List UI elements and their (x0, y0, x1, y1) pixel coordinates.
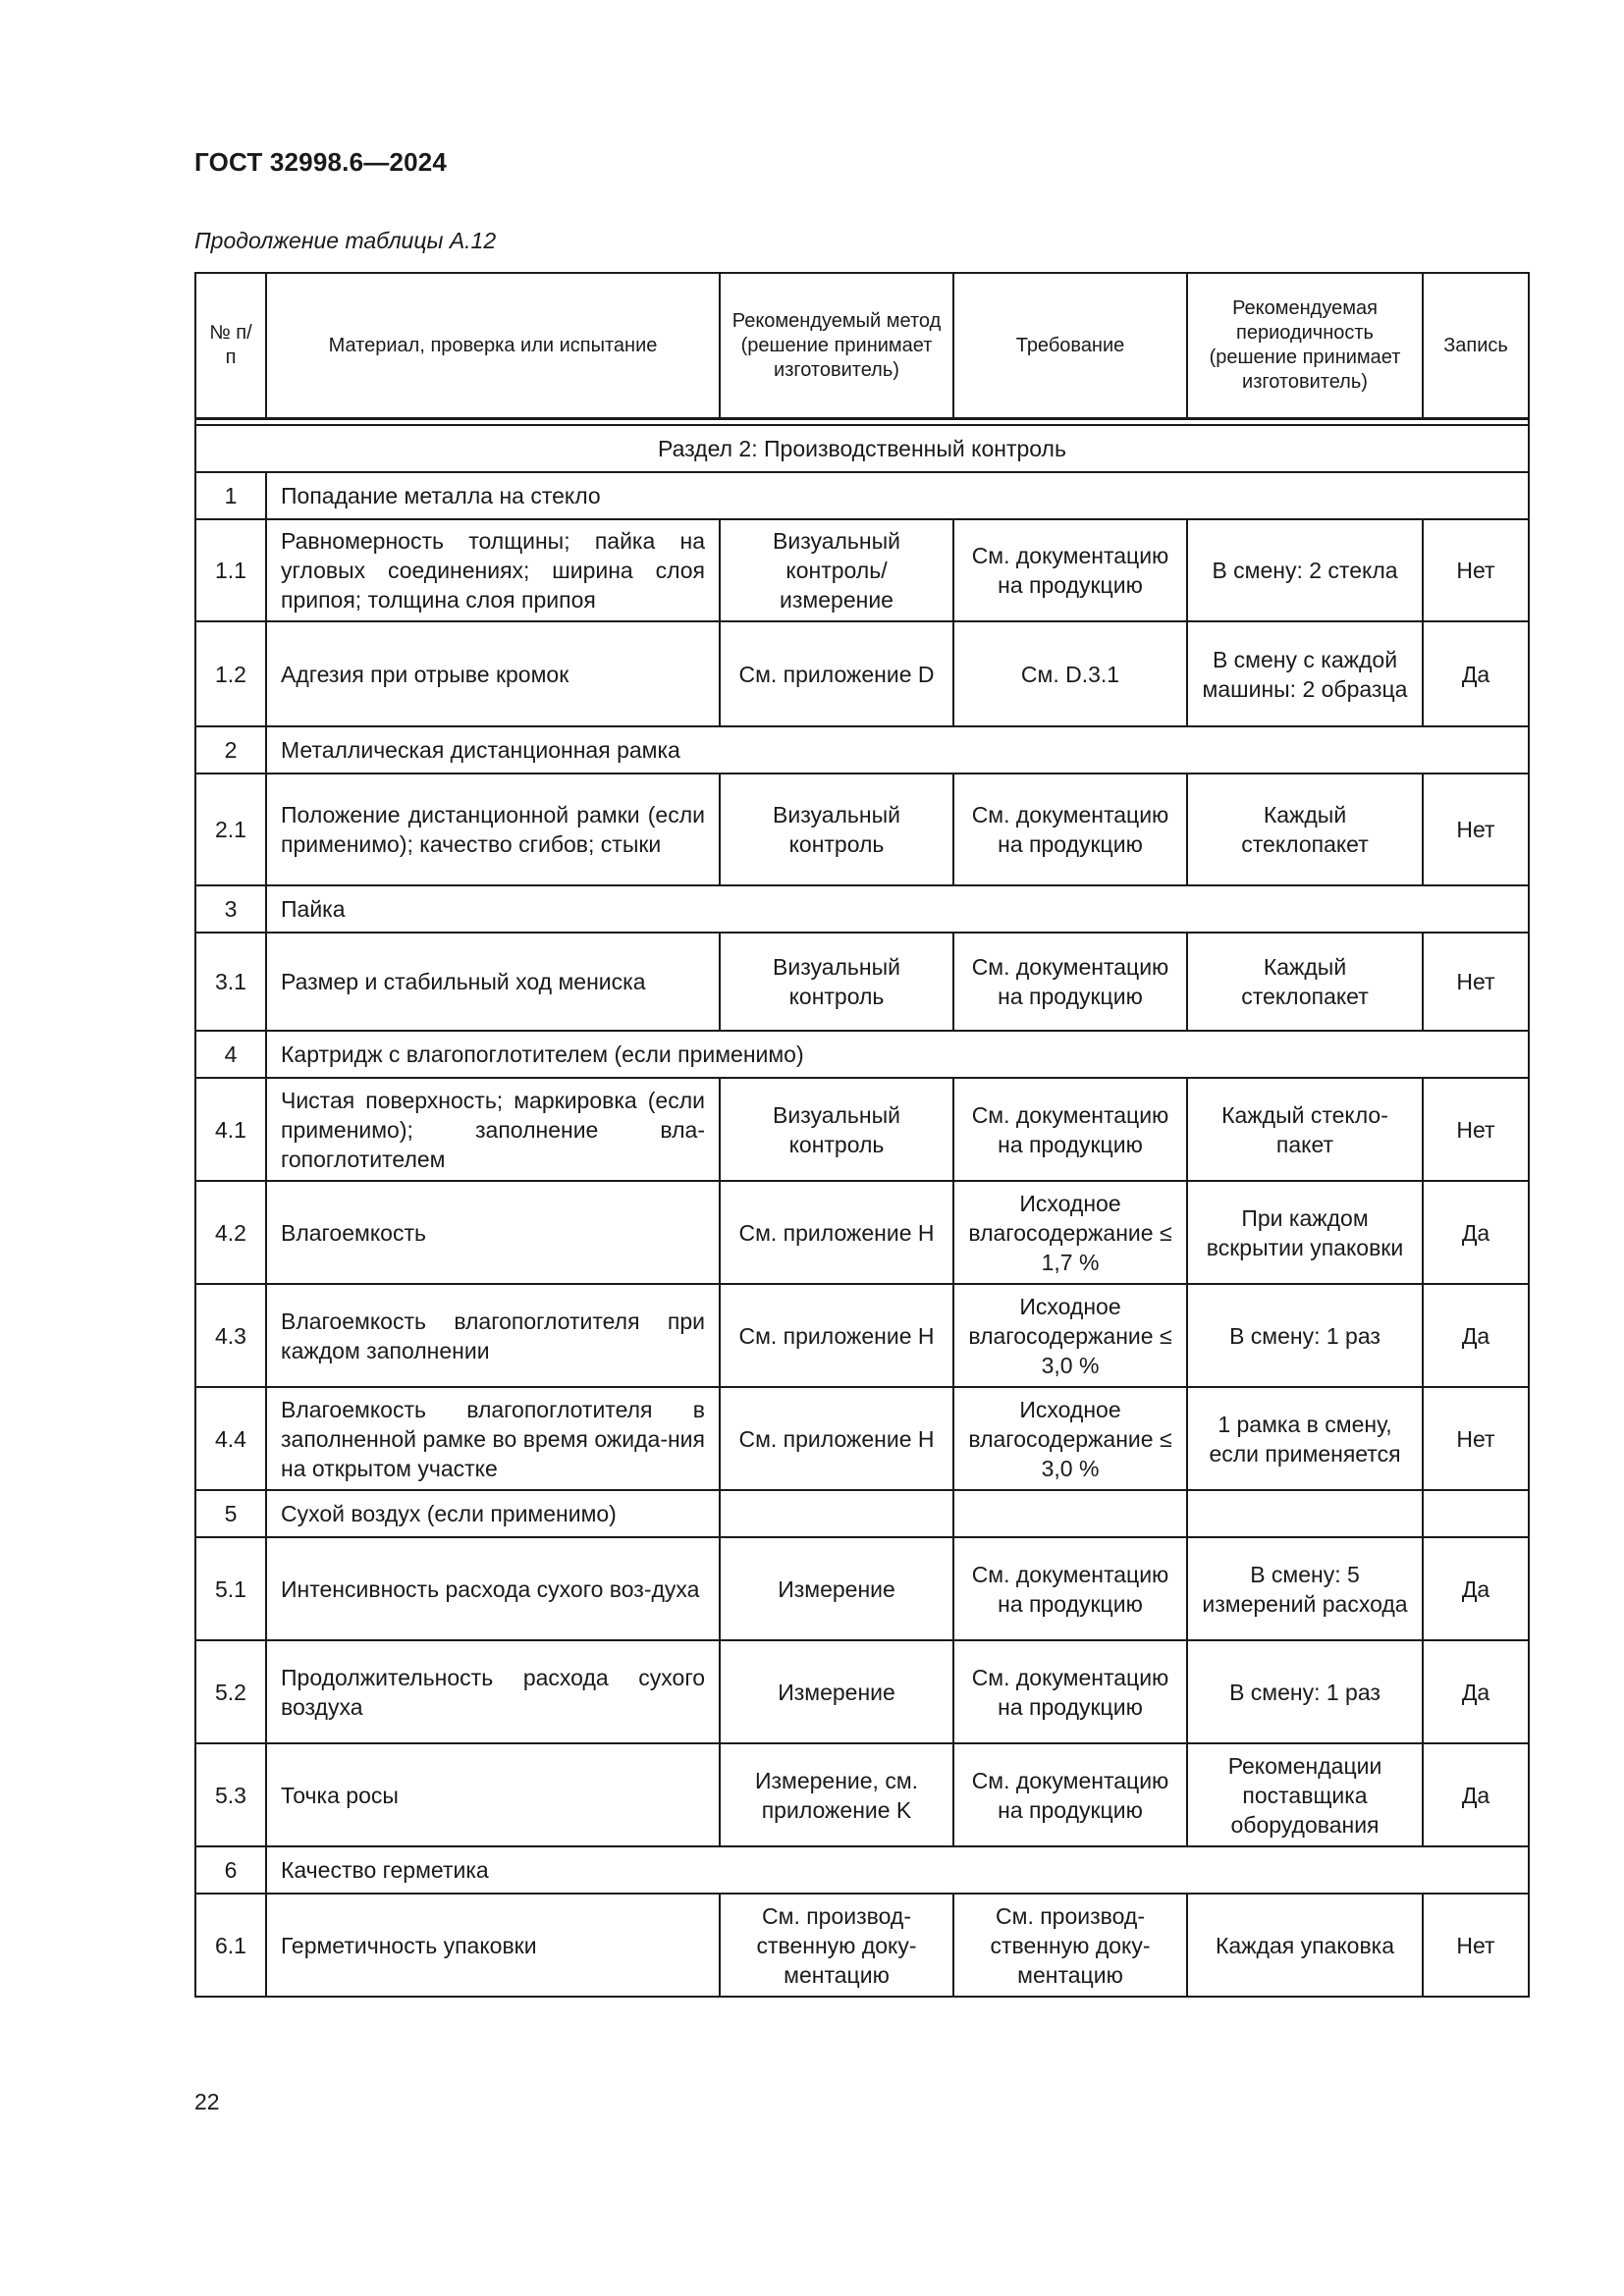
table-header-row (195, 273, 1529, 419)
cell-name: Металлическая дистанционная рамка (266, 726, 1529, 774)
cell-num: 4.4 (195, 1387, 266, 1490)
table-row (195, 472, 1529, 519)
cell-name: Качество герметика (266, 1846, 1529, 1894)
cell-record: Да (1423, 621, 1529, 726)
cell-requirement: См. производ-ственную доку-ментацию (953, 1894, 1187, 1997)
cell-num: 1.1 (195, 519, 266, 621)
cell-record: Нет (1423, 1387, 1529, 1490)
cell-num: 2 (195, 726, 266, 774)
cell-record (1423, 1490, 1529, 1537)
cell-requirement: См. документацию на продукцию (953, 1537, 1187, 1640)
cell-requirement: Исходное влагосодержание ≤ 3,0 % (953, 1387, 1187, 1490)
cell-periodicity: Каждая упаковка (1187, 1894, 1423, 1997)
cell-method: См. приложение H (720, 1181, 953, 1284)
cell-name: Картридж с влагопоглотителем (если применимо) (266, 1031, 1529, 1078)
table-row (195, 1640, 1529, 1743)
cell-method: Визуальный контроль (720, 1078, 953, 1181)
cell-requirement: Исходное влагосодержание ≤ 1,7 % (953, 1181, 1187, 1284)
cell-name: Равномерность толщины; пайка на угловых соединениях; ширина слоя припоя; толщина слоя припоя (266, 519, 720, 621)
cell-name: Пайка (266, 885, 1529, 933)
cell-record: Да (1423, 1284, 1529, 1387)
cell-requirement: См. документацию на продукцию (953, 519, 1187, 621)
cell-name: Точка росы (266, 1743, 720, 1846)
cell-record: Нет (1423, 1894, 1529, 1997)
cell-requirement: См. документацию на продукцию (953, 933, 1187, 1031)
cell-periodicity: 1 рамка в смену, если применяется (1187, 1387, 1423, 1490)
cell-name: Интенсивность расхода сухого воз-духа (266, 1537, 720, 1640)
cell-num: 3.1 (195, 933, 266, 1031)
table-row (195, 1894, 1529, 1997)
cell-num: 6 (195, 1846, 266, 1894)
cell-method: Визуальный контроль (720, 774, 953, 885)
table-row (195, 1387, 1529, 1490)
table-row (195, 885, 1529, 933)
cell-requirement: См. документацию на продукцию (953, 1640, 1187, 1743)
cell-record: Да (1423, 1743, 1529, 1846)
cell-num: 1.2 (195, 621, 266, 726)
cell-periodicity: Рекомендации поставщика оборудования (1187, 1743, 1423, 1846)
header-requirement: Требование (953, 273, 1187, 419)
table-row (195, 774, 1529, 885)
cell-requirement: См. D.3.1 (953, 621, 1187, 726)
cell-name: Попадание металла на стекло (266, 472, 1529, 519)
header-method: Рекомендуемый метод (решение принимает изготовитель) (720, 273, 953, 419)
cell-num: 5 (195, 1490, 266, 1537)
cell-num: 4.3 (195, 1284, 266, 1387)
cell-method: Измерение (720, 1640, 953, 1743)
cell-periodicity: В смену: 2 стекла (1187, 519, 1423, 621)
header-num: № п/п (195, 273, 266, 419)
table-row (195, 621, 1529, 726)
page-number: 22 (194, 2089, 220, 2114)
cell-num: 5.1 (195, 1537, 266, 1640)
cell-name: Адгезия при отрыве кромок (266, 621, 720, 726)
cell-method: См. приложение H (720, 1387, 953, 1490)
table-row (195, 1846, 1529, 1894)
cell-num: 2.1 (195, 774, 266, 885)
cell-periodicity: В смену: 1 раз (1187, 1284, 1423, 1387)
table-row (195, 1181, 1529, 1284)
cell-num: 6.1 (195, 1894, 266, 1997)
control-table (194, 272, 1530, 1998)
cell-method (720, 1490, 953, 1537)
cell-requirement: См. документацию на продукцию (953, 1743, 1187, 1846)
cell-record: Нет (1423, 519, 1529, 621)
cell-requirement (953, 1490, 1187, 1537)
table-row (195, 1490, 1529, 1537)
cell-name: Положение дистанционной рамки (если применимо); качество сгибов; стыки (266, 774, 720, 885)
cell-num: 1 (195, 472, 266, 519)
cell-method: Визуальный контроль/ измерение (720, 519, 953, 621)
table-row (195, 1031, 1529, 1078)
cell-method: Измерение (720, 1537, 953, 1640)
cell-periodicity (1187, 1490, 1423, 1537)
section-row (195, 425, 1529, 472)
header-material: Материал, проверка или испытание (266, 273, 720, 419)
table-row (195, 1284, 1529, 1387)
cell-num: 4.2 (195, 1181, 266, 1284)
cell-record: Да (1423, 1181, 1529, 1284)
cell-num: 4 (195, 1031, 266, 1078)
table-row (195, 519, 1529, 621)
cell-requirement: См. документацию на продукцию (953, 774, 1187, 885)
cell-periodicity: В смену: 1 раз (1187, 1640, 1423, 1743)
cell-num: 5.3 (195, 1743, 266, 1846)
cell-num: 4.1 (195, 1078, 266, 1181)
cell-periodicity: Каждый стекло-пакет (1187, 1078, 1423, 1181)
cell-requirement: См. документацию на продукцию (953, 1078, 1187, 1181)
header-periodicity: Рекомендуемая периодичность (решение принимает изготовитель) (1187, 273, 1423, 419)
cell-method: См. приложение H (720, 1284, 953, 1387)
table-row (195, 1537, 1529, 1640)
cell-periodicity: Каждый стеклопакет (1187, 774, 1423, 885)
cell-name: Влагоемкость (266, 1181, 720, 1284)
cell-method: Визуальный контроль (720, 933, 953, 1031)
cell-periodicity: При каждом вскрытии упаковки (1187, 1181, 1423, 1284)
header-record: Запись (1423, 273, 1529, 419)
cell-requirement: Исходное влагосодержание ≤ 3,0 % (953, 1284, 1187, 1387)
cell-periodicity: В смену с каждой машины: 2 образца (1187, 621, 1423, 726)
cell-record: Нет (1423, 774, 1529, 885)
cell-name: Размер и стабильный ход мениска (266, 933, 720, 1031)
table-row (195, 726, 1529, 774)
cell-name: Герметичность упаковки (266, 1894, 720, 1997)
section-title: Раздел 2: Производственный контроль (195, 425, 1529, 472)
table-row (195, 1078, 1529, 1181)
table-row (195, 933, 1529, 1031)
cell-periodicity: В смену: 5 измерений расхода (1187, 1537, 1423, 1640)
cell-name: Продолжительность расхода сухого воздуха (266, 1640, 720, 1743)
cell-record: Нет (1423, 1078, 1529, 1181)
cell-method: См. производ-ственную доку-ментацию (720, 1894, 953, 1997)
cell-name: Чистая поверхность; маркировка (если применимо); заполнение вла-гопоглотителем (266, 1078, 720, 1181)
cell-record: Нет (1423, 933, 1529, 1031)
cell-method: См. приложение D (720, 621, 953, 726)
cell-method: Измерение, см. приложение K (720, 1743, 953, 1846)
cell-num: 5.2 (195, 1640, 266, 1743)
cell-name: Сухой воздух (если применимо) (266, 1490, 720, 1537)
cell-record: Да (1423, 1537, 1529, 1640)
table-row (195, 1743, 1529, 1846)
cell-name: Влагоемкость влагопоглотителя в заполненной рамке во время ожида-ния на открытом участке (266, 1387, 720, 1490)
document-code: ГОСТ 32998.6—2024 (194, 147, 448, 177)
cell-name: Влагоемкость влагопоглотителя при каждом заполнении (266, 1284, 720, 1387)
cell-record: Да (1423, 1640, 1529, 1743)
table-caption: Продолжение таблицы А.12 (194, 228, 497, 253)
cell-periodicity: Каждый стеклопакет (1187, 933, 1423, 1031)
cell-num: 3 (195, 885, 266, 933)
